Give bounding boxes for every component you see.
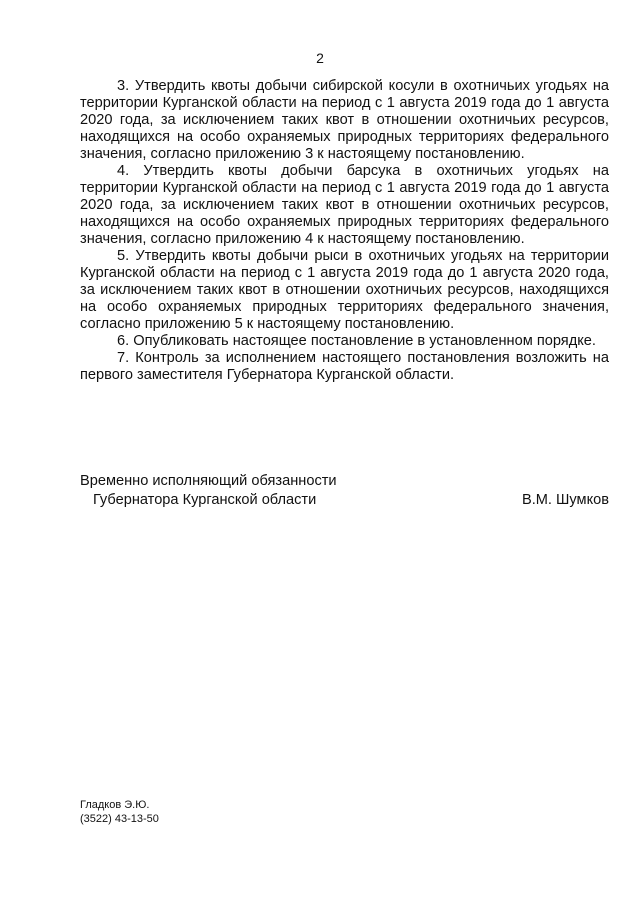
signatory-name: В.М. Шумков [521, 492, 609, 508]
executor-footer [80, 798, 159, 826]
paragraph-7: 7. Контроль за исполнением настоящего постановления возложить на первого заместителя Губернатора Курганской области. [80, 350, 609, 383]
page-number: 2 [316, 50, 324, 66]
paragraph-6: 6. Опубликовать настоящее постановление в установленном порядке. [117, 333, 596, 349]
signatory-position-line1: Временно исполняющий обязанности [80, 473, 337, 489]
signatory-position-line2: Губернатора Курганской области [93, 492, 317, 508]
executor-name: Гладков Э.Ю. [80, 799, 150, 811]
document-body [80, 78, 609, 384]
paragraph-5: 5. Утвердить квоты добычи рыси в охотничьих угодьях на территории Курганской области на период с 1 августа 2019 года до 1 августа 2020 года, за исключением таких квот в отношении охотничьих ресурсов, находящихся на особо охраняемых природных территориях федерального значения, согласно приложению 5 к настоящему постановлению. [80, 248, 609, 332]
paragraph-4: 4. Утвердить квоты добычи барсука в охотничьих угодьях на территории Курганской области на период с 1 августа 2019 года до 1 августа 2020 года, за исключением таких квот в отношении охотничьих ресурсов, находящихся на особо охраняемых природных территориях федерального значения, согласно приложению 4 к настоящему постановлению. [80, 163, 609, 247]
paragraph-3: 3. Утвердить квоты добычи сибирской косули в охотничьих угодьях на территории Курганской области на период с 1 августа 2019 года до 1 августа 2020 года, за исключением таких квот в отношении охотничьих ресурсов, находящихся на особо охраняемых природных территориях федерального значения, согласно приложению 3 к настоящему постановлению. [80, 78, 609, 162]
executor-phone: (3522) 43-13-50 [80, 813, 159, 825]
signature-block [80, 472, 609, 510]
signature-row [80, 491, 609, 510]
